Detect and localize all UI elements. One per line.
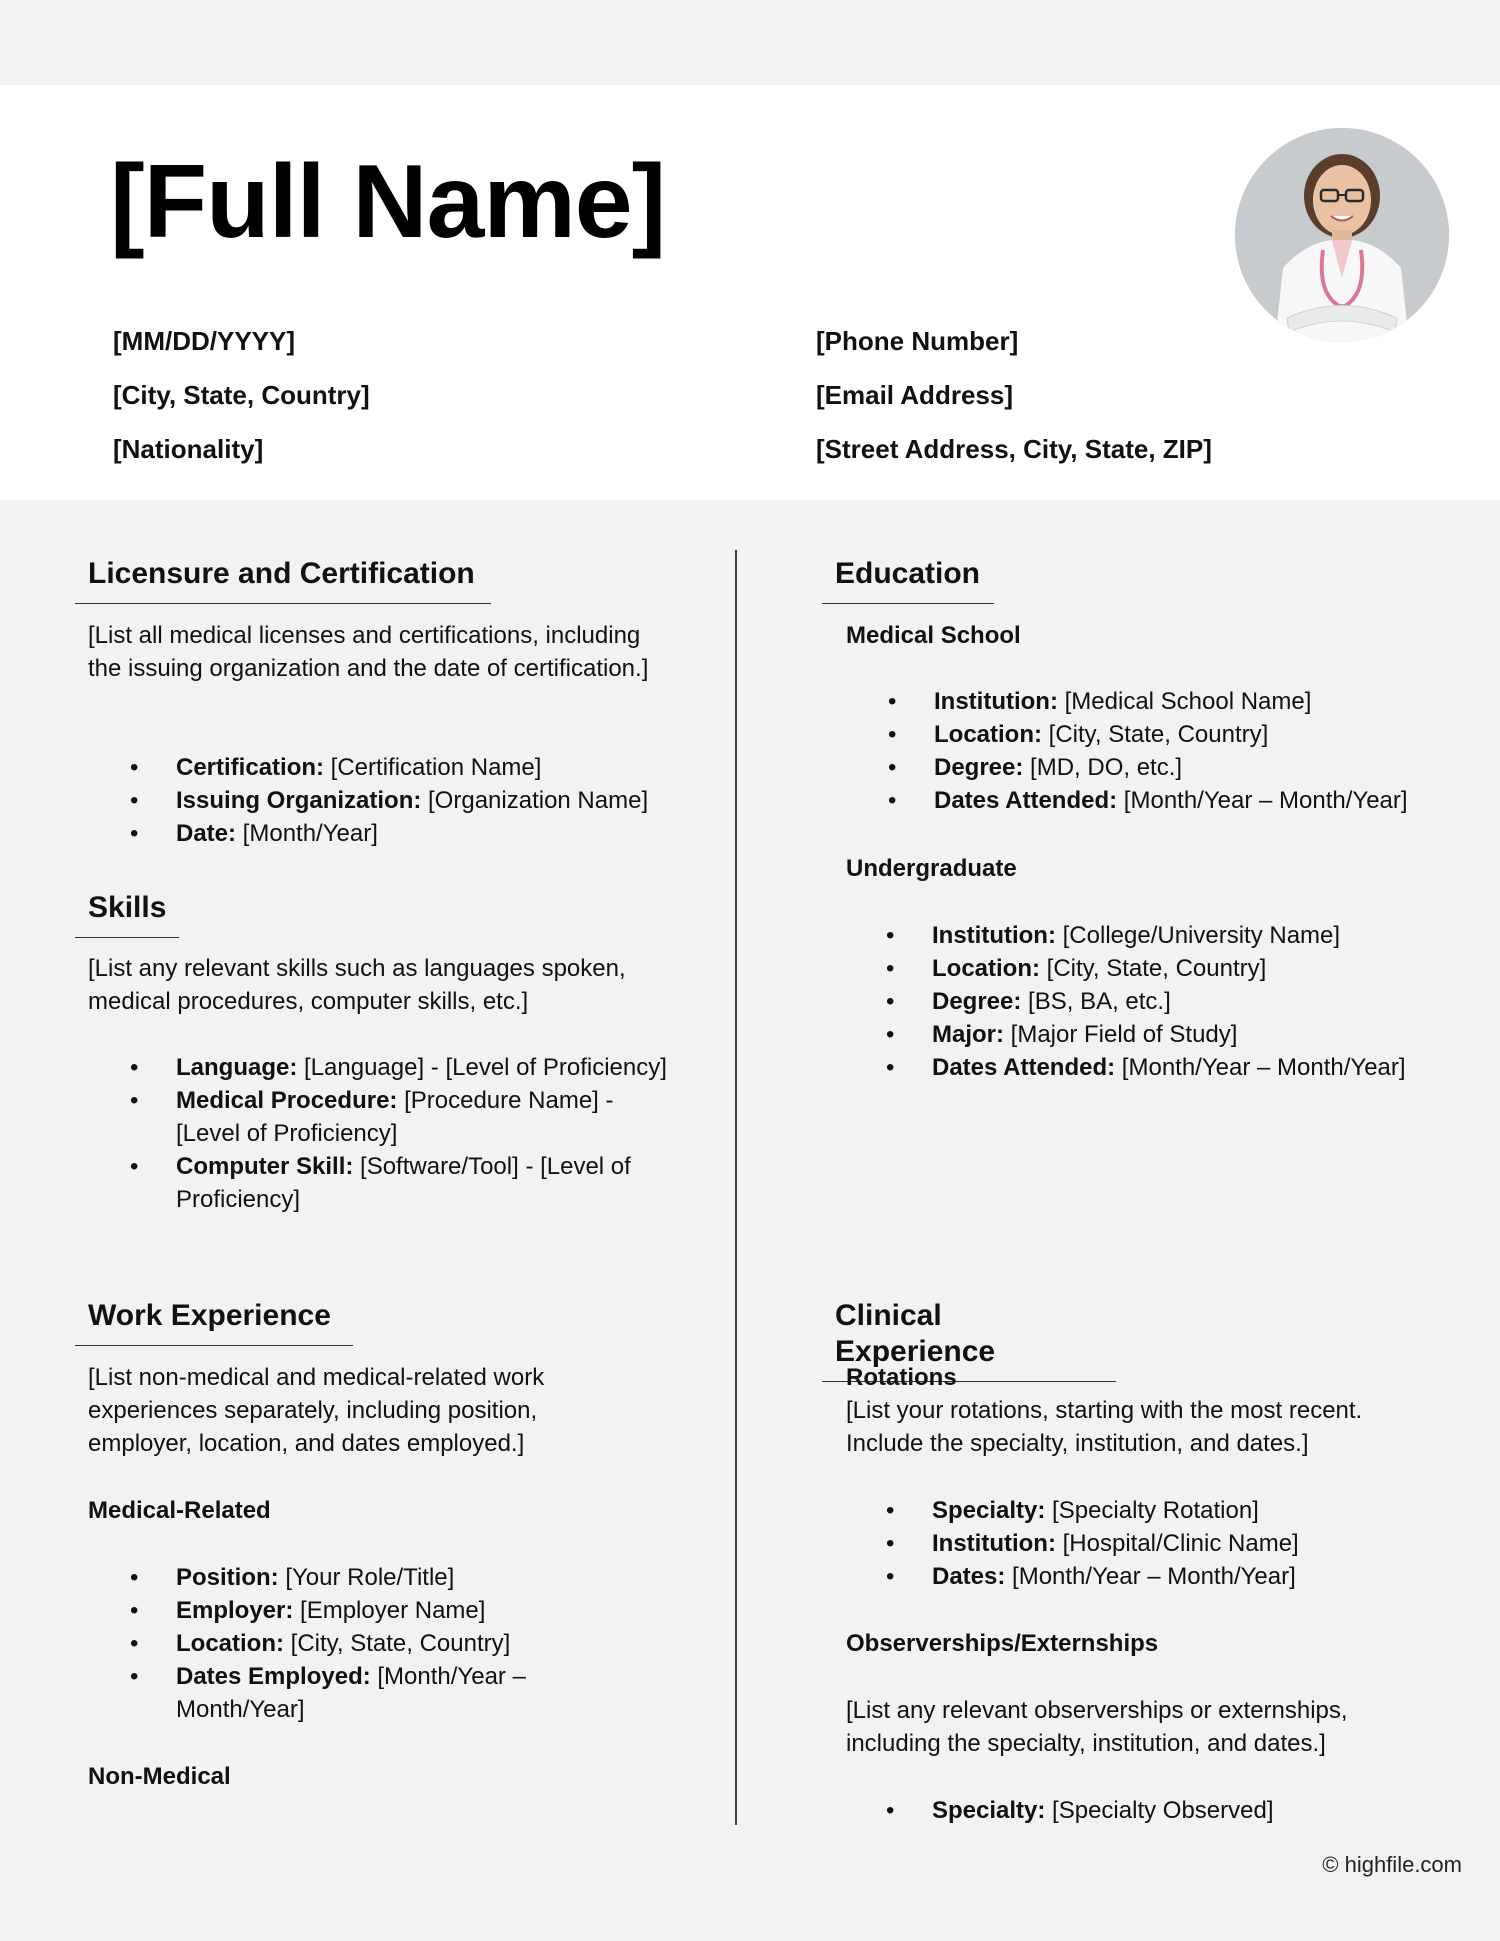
street-address: [Street Address, City, State, ZIP] bbox=[816, 434, 1212, 464]
work-medical-list bbox=[88, 1561, 608, 1726]
rotations-label: Rotations bbox=[846, 1364, 957, 1391]
column-divider bbox=[735, 550, 737, 1825]
nationality: [Nationality] bbox=[113, 434, 264, 464]
list-item: • Degree: [BS, BA, etc.] bbox=[844, 985, 1484, 1018]
list-item: • Institution: [Medical School Name] bbox=[846, 685, 1486, 718]
list-item: • Position: [Your Role/Title] bbox=[88, 1561, 608, 1594]
observerships-label: Observerships/Externships bbox=[846, 1630, 1159, 1657]
list-item: • Computer Skill: [Software/Tool] - [Level of Proficiency] bbox=[88, 1150, 688, 1216]
education-title: Education bbox=[822, 556, 994, 604]
phone-number: [Phone Number] bbox=[816, 326, 1019, 356]
list-item: • Institution: [College/University Name] bbox=[844, 919, 1484, 952]
list-item: • Location: [City, State, Country] bbox=[844, 952, 1484, 985]
rotations-list bbox=[844, 1494, 1484, 1593]
list-item: • Employer: [Employer Name] bbox=[88, 1594, 608, 1627]
skills-title: Skills bbox=[75, 890, 179, 938]
full-name: [Full Name] bbox=[110, 144, 666, 260]
undergraduate-list bbox=[844, 919, 1484, 1084]
list-item: • Institution: [Hospital/Clinic Name] bbox=[844, 1527, 1484, 1560]
list-item: • Issuing Organization: [Organization Name] bbox=[88, 784, 688, 817]
list-item: • Medical Procedure: [Procedure Name] - [Level of Proficiency] bbox=[88, 1084, 688, 1150]
skills-list bbox=[88, 1051, 688, 1216]
medical-school-list bbox=[846, 685, 1486, 817]
list-item: • Degree: [MD, DO, etc.] bbox=[846, 751, 1486, 784]
licensure-intro: [List all medical licenses and certifications, including the issuing organization and the date of certification.] bbox=[88, 622, 649, 682]
rotations-intro: [List your rotations, starting with the most recent. Include the specialty, institution, and dates.] bbox=[846, 1397, 1363, 1457]
contact-right bbox=[816, 328, 1212, 490]
copyright-footer: © highfile.com bbox=[1322, 1852, 1462, 1877]
medical-related-label: Medical-Related bbox=[88, 1497, 271, 1524]
doctor-portrait-image bbox=[1235, 128, 1449, 342]
contact-left bbox=[113, 328, 370, 490]
list-item: • Dates Attended: [Month/Year – Month/Year] bbox=[846, 784, 1486, 817]
list-item: • Dates Employed: [Month/Year – Month/Year] bbox=[88, 1660, 608, 1726]
list-item: • Language: [Language] - [Level of Proficiency] bbox=[88, 1051, 688, 1084]
observerships-intro: [List any relevant observerships or externships, including the specialty, institution, and dates.] bbox=[846, 1697, 1348, 1757]
list-item: • Date: [Month/Year] bbox=[88, 817, 688, 850]
observerships-list bbox=[844, 1794, 1484, 1827]
list-item: • Specialty: [Specialty Rotation] bbox=[844, 1494, 1484, 1527]
city-state-country: [City, State, Country] bbox=[113, 380, 370, 410]
undergraduate-label: Undergraduate bbox=[846, 855, 1017, 882]
medical-school-label: Medical School bbox=[846, 622, 1021, 649]
email-address: [Email Address] bbox=[816, 380, 1013, 410]
profile-photo bbox=[1235, 128, 1449, 342]
list-item: • Certification: [Certification Name] bbox=[88, 751, 688, 784]
list-item: • Dates: [Month/Year – Month/Year] bbox=[844, 1560, 1484, 1593]
list-item: • Dates Attended: [Month/Year – Month/Year] bbox=[844, 1051, 1484, 1084]
list-item: • Location: [City, State, Country] bbox=[846, 718, 1486, 751]
list-item: • Major: [Major Field of Study] bbox=[844, 1018, 1484, 1051]
licensure-list bbox=[88, 751, 688, 850]
non-medical-label: Non-Medical bbox=[88, 1763, 231, 1790]
list-item: • Location: [City, State, Country] bbox=[88, 1627, 608, 1660]
work-title: Work Experience bbox=[75, 1298, 353, 1346]
date-of-birth: [MM/DD/YYYY] bbox=[113, 326, 295, 356]
work-intro: [List non-medical and medical-related work experiences separately, including position, employer, location, and dates employed.] bbox=[88, 1364, 545, 1457]
clinical-title: Clinical Experience bbox=[822, 1298, 1116, 1382]
list-item: • Specialty: [Specialty Observed] bbox=[844, 1794, 1484, 1827]
licensure-title: Licensure and Certification bbox=[75, 556, 491, 604]
skills-intro: [List any relevant skills such as languages spoken, medical procedures, computer skills, etc.] bbox=[88, 955, 626, 1015]
